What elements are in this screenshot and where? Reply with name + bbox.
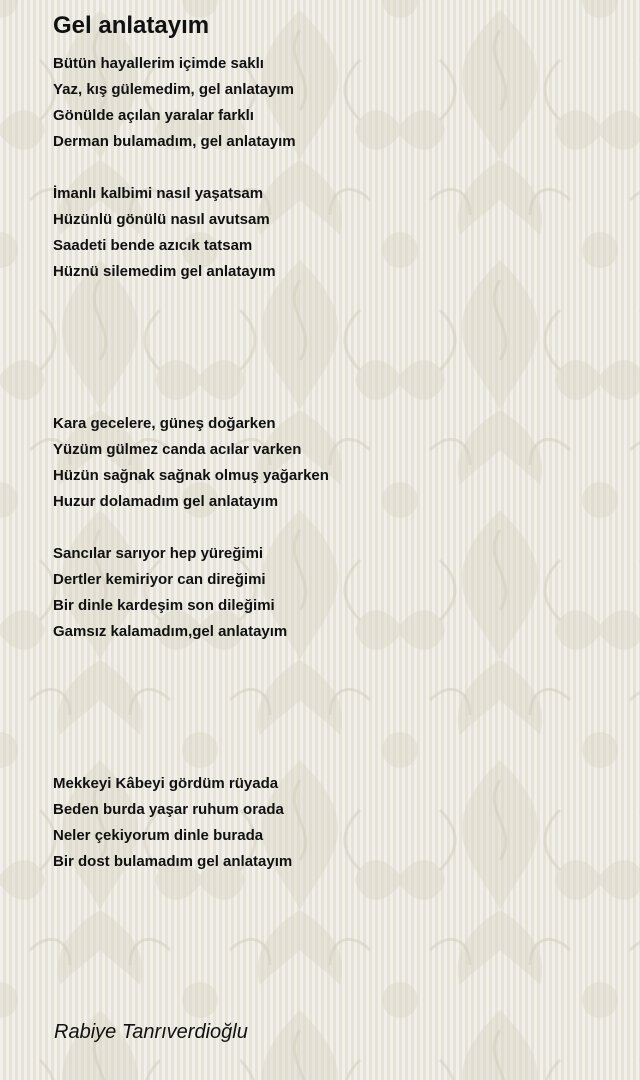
poem-line: Huzur dolamadım gel anlatayım <box>53 493 279 510</box>
poem-line: Mekkeyi Kâbeyi gördüm rüyada <box>53 775 279 792</box>
poem-line: Hüzün sağnak sağnak olmuş yağarken <box>53 467 329 484</box>
poem-author: Rabiye Tanrıverdioğlu <box>54 1021 248 1043</box>
poem-line: Gamsız kalamadım,gel anlatayım <box>53 623 288 640</box>
poem-line: Dertler kemiriyor can direğimi <box>53 571 266 588</box>
poem-line: Derman bulamadım, gel anlatayım <box>53 133 296 150</box>
poem-line: Sancılar sarıyor hep yüreğimi <box>53 545 264 562</box>
poem-line: Hüznü silemedim gel anlatayım <box>53 263 276 280</box>
poem-line: Saadeti bende azıcık tatsam <box>53 237 253 254</box>
poem-line: Bir dinle kardeşim son dileğimi <box>53 597 275 614</box>
poem-line: Bir dost bulamadım gel anlatayım <box>53 853 293 870</box>
poem-line: Yüzüm gülmez canda acılar varken <box>53 441 302 458</box>
poem-line: Kara gecelere, güneş doğarken <box>53 415 276 432</box>
poem-line: Neler çekiyorum dinle burada <box>53 827 264 844</box>
poem-line: İmanlı kalbimi nasıl yaşatsam <box>53 185 264 202</box>
stanza-5 <box>53 771 292 875</box>
poem-title: Gel anlatayım <box>53 12 210 39</box>
poem-line: Beden burda yaşar ruhum orada <box>53 801 284 818</box>
poem-line: Gönülde açılan yaralar farklı <box>53 107 254 124</box>
stanza-4 <box>53 541 287 645</box>
poem-line: Yaz, kış gülemedim, gel anlatayım <box>53 81 294 98</box>
poem-line: Hüzünlü gönülü nasıl avutsam <box>53 211 270 228</box>
stanza-2 <box>53 181 276 285</box>
poem-line: Bütün hayallerim içimde saklı <box>53 55 264 72</box>
stanza-1 <box>53 51 296 155</box>
stanza-3 <box>53 411 329 515</box>
